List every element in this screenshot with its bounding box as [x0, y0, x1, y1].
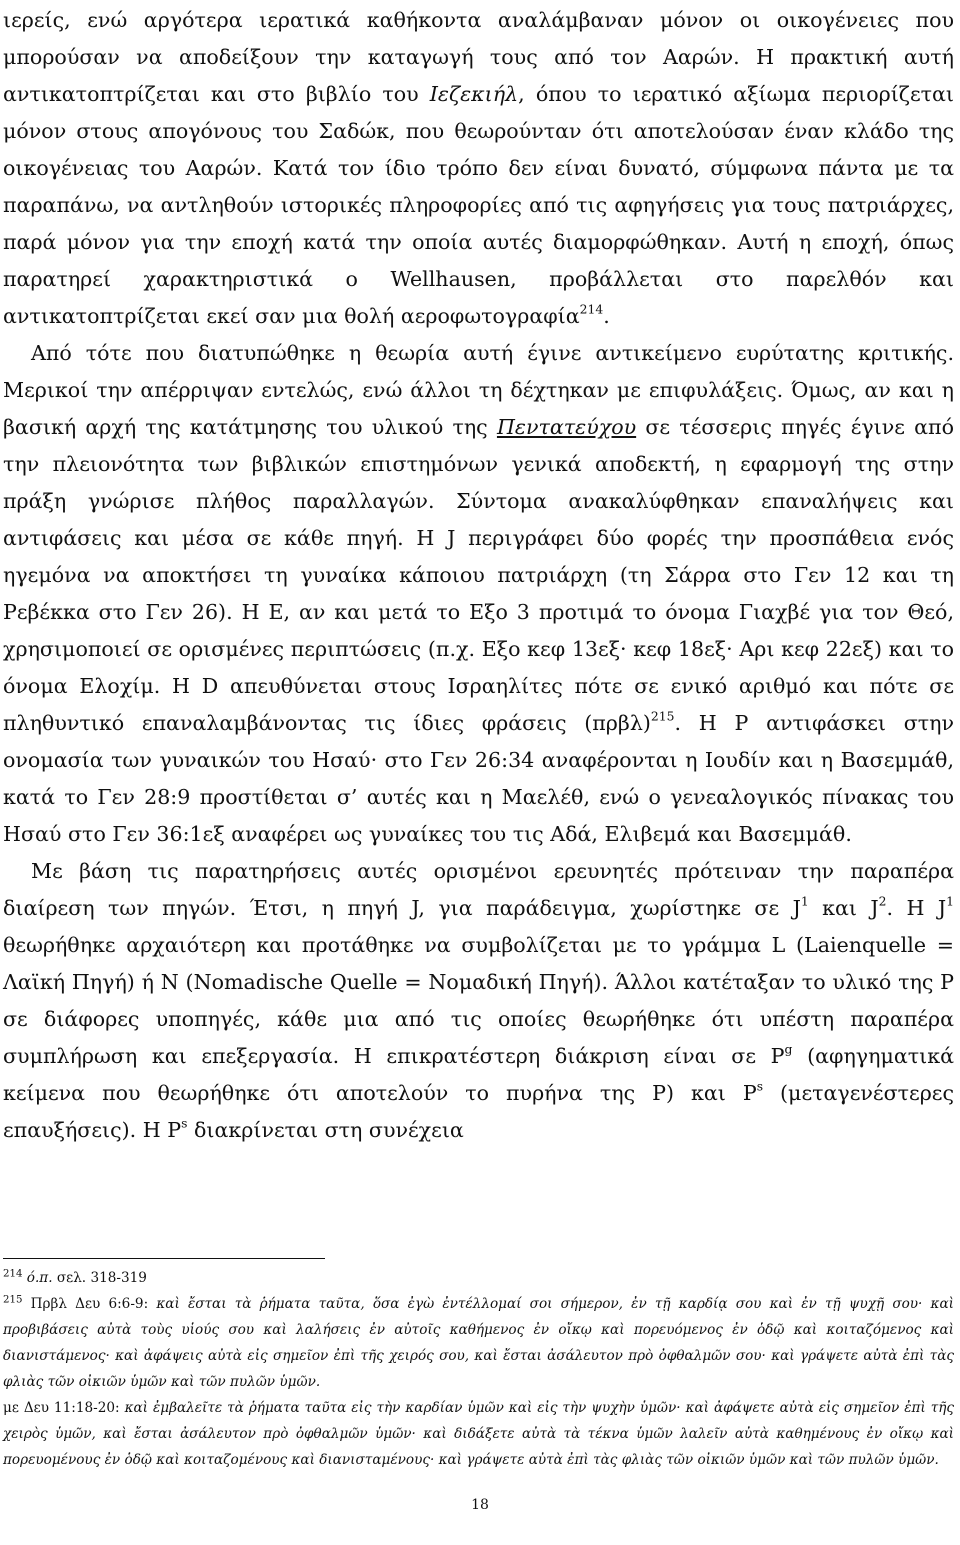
footnote-quote: καὶ ἔσται τὰ ῥήματα ταῦτα, ὅσα ἐγὼ ἐντέλλομαί σοι σήμερον, ἐν τῇ καρδίᾳ σου καὶ ἐν τῇ ψυχῇ σου· καὶ προβιβάσεις αὐτὰ τοὺς υἱούς σου καὶ λαλήσεις ἐν αὐτοῖς καθήμενος ἐν οἴκῳ καὶ πορευόμενος ἐν ὁδῷ καὶ κοιταζόμενος καὶ διανιστάμενος· καὶ ἀφάψεις αὐτὰ εἰς σημεῖον ἐπὶ τῆς χειρός σου, καὶ ἔσται ἀσάλευτον πρὸ ὀφθαλμῶν σου· καὶ γράψετε αὐτὰ ἐπὶ τὰς φλιὰς τῶν οἰκιῶν ὑμῶν καὶ τῶν πυλῶν ὑμῶν.	[3, 1296, 954, 1390]
body-text	[3, 2, 954, 1149]
footnote-number: 214	[3, 1268, 23, 1280]
paragraph-3	[3, 853, 954, 1149]
text-run: (μεταγενέστερες επαυξήσεις). Η P	[3, 1081, 955, 1142]
footnote-ref-215[interactable]: 215	[650, 709, 675, 724]
superscript: g	[784, 1042, 793, 1057]
text-run: ιερείς, ενώ αργότερα ιερατικά καθήκοντα αναλάμβαναν μόνον οι οικογένειες που μπορούσαν να αποδείξουν την καταγωγή τους από τον Ααρών. Η πρακτική αυτή αντικατοπτρίζεται και στο βιβλίο του	[3, 8, 954, 106]
text-run: , όπου το ιερατικό αξίωμα περιορίζεται μόνον στους απογόνους του Σαδώκ, που θεωρούνταν ότι αποτελούσαν έναν κλάδο της οικογένειας του Ααρών. Κατά τον ίδιο τρόπο δεν είναι δυνατό, σύμφωνα πάντα με τα παραπάνω, να αντληθούν ιστορικές πληροφορίες από τις αφηγήσεις για τους πατριάρχες, παρά μόνον για την εποχή κατά την οποία αυτές διαμορφώθηκαν. Αυτή η εποχή, όπως παρατηρεί χαρακτηριστικά ο Wellhausen, προβάλλεται στο παρελθόν και αντικατοπτρίζεται εκεί σαν μια θολή αεροφωτογραφία	[3, 82, 954, 328]
footnote-214	[3, 1265, 954, 1291]
text-run: θεωρήθηκε αρχαιότερη και προτάθηκε να συμβολίζεται με το γράμμα L (Laienquelle = Λαϊκή Πηγή) ή N (Nomadische Quelle = Νομαδική Πηγή). Άλλοι κατέταξαν το υλικό της P σε διάφορες υποπηγές, κάθε μια από τις οποίες θεωρήθηκε ότι υπέστη παραπέρα συμπλήρωση και επεξεργασία. Η επικρατέστερη διάκριση είναι σε P	[3, 933, 954, 1068]
text-run: και J	[808, 896, 879, 920]
superscript: s	[181, 1116, 188, 1131]
paragraph-2	[3, 335, 954, 853]
text-run: σε τέσσερις πηγές έγινε από την πλειονότητα των βιβλικών επιστημόνων γενικά αποδεκτή, η εφαρμογή της στην πράξη γνώρισε πλήθος παραλλαγών. Σύντομα ανακαλύφθηκαν επαναλήψεις και αντιφάσεις και μέσα σε κάθε πηγή. Η J περιγράφει δύο φορές την προσπάθεια ενός ηγεμόνα να αποκτήσει τη γυναίκα κάποιου πατριάρχη (τη Σάρρα στο Γεν 12 και τη Ρεβέκκα στο Γεν 26). Η E, αν και μετά το Εξο 3 προτιμά το όνομα Γιαχβέ για τον Θεό, χρησιμοποιεί σε ορισμένες περιπτώσεις (π.χ. Εξο κεφ 13εξ· κεφ 18εξ· Αρι κεφ 22εξ) και το όνομα Ελοχίμ. Η D απευθύνεται στους Ισραηλίτες πότε σε ενικό αριθμό και πότε σε πληθυντικό επαναλαμβάνοντας τις ίδιες φράσεις (πρβλ)	[3, 415, 954, 735]
footnote-text: σελ. 318-319	[52, 1270, 147, 1286]
paragraph-1	[3, 2, 954, 335]
book-title-ezekiel: Ιεζεκιήλ	[429, 82, 519, 106]
page-number: 18	[471, 1497, 489, 1513]
text-run: Με βάση τις παρατηρήσεις αυτές ορισμένοι ερευνητές πρότειναν την παραπέρα διαίρεση των πηγών. Έτσι, η πηγή J, για παράδειγμα, χωρίστηκε σε J	[3, 859, 954, 920]
text-run: διακρίνεται στη συνέχεια	[187, 1118, 464, 1142]
footnote-215	[3, 1291, 954, 1395]
text-run: . Η J	[886, 896, 947, 920]
footnote-quote: καὶ ἐμβαλεῖτε τὰ ῥήματα ταῦτα εἰς τὴν καρδίαν ὑμῶν καὶ εἰς τὴν ψυχὴν ὑμῶν· καὶ ἀφάψετε αὐτὰ εἰς σημεῖον ἐπὶ τῆς χειρὸς ὑμῶν, καὶ ἔσται ἀσάλευτον πρὸ ὀφθαλμῶν ὑμῶν· καὶ διδάξετε αὐτὰ τὰ τέκνα ὑμῶν λαλεῖν αὐτὰ καθημένους ἐν οἴκῳ καὶ πορευομένους ἐν ὁδῷ καὶ κοιταζομένους καὶ διανισταμένους· καὶ γράψετε αὐτὰ ἐπὶ τὰς φλιὰς τῶν οἰκιῶν ὑμῶν καὶ τῶν πυλῶν ὑμῶν.	[3, 1400, 954, 1468]
footnote-separator	[3, 1258, 325, 1259]
footnote-ref-214[interactable]: 214	[579, 302, 604, 317]
superscript: 1	[800, 894, 809, 909]
footnote-ref-abbrev: ό.π.	[26, 1270, 53, 1286]
footnote-text: Πρβλ Δευ 6:6-9:	[22, 1296, 157, 1312]
superscript: s	[756, 1079, 764, 1094]
text-run: Από τότε που διατυπώθηκε η θεωρία αυτή έγινε αντικείμενο ευρύτατης κριτικής. Μερικοί την απέρριψαν εντελώς, ενώ άλλοι τη δέχτηκαν με επιφυλάξεις. Όμως, αν και η βασική αρχή της κατάτμησης του υλικού της	[3, 341, 954, 439]
footnotes	[3, 1265, 954, 1473]
superscript: 1	[946, 894, 955, 909]
footnote-number: 215	[3, 1294, 23, 1306]
text-run: .	[603, 304, 610, 328]
superscript: 2	[878, 894, 887, 909]
footnote-215-continued	[3, 1395, 954, 1473]
text-run: (αφηγηματικά κείμενα που θεωρήθηκε ότι αποτελούν το πυρήνα της P) και P	[3, 1044, 954, 1105]
book-title-pentateuch: Πεντατεύχου	[496, 415, 637, 439]
text-run: . Η P αντιφάσκει στην ονομασία των γυναικών του Ησαύ· στο Γεν 26:34 αναφέρονται η Ιουδίν και η Βασεμμάθ, κατά το Γεν 28:9 προστίθεται σ’ αυτές και η Μαελέθ, ενώ ο γενεαλογικός πίνακας του Ησαύ στο Γεν 36:1εξ αναφέρει ως γυναίκες του τις Αδά, Ελιβεμά και Βασεμμάθ.	[3, 711, 955, 846]
footnote-text: με Δευ 11:18-20:	[3, 1400, 125, 1416]
